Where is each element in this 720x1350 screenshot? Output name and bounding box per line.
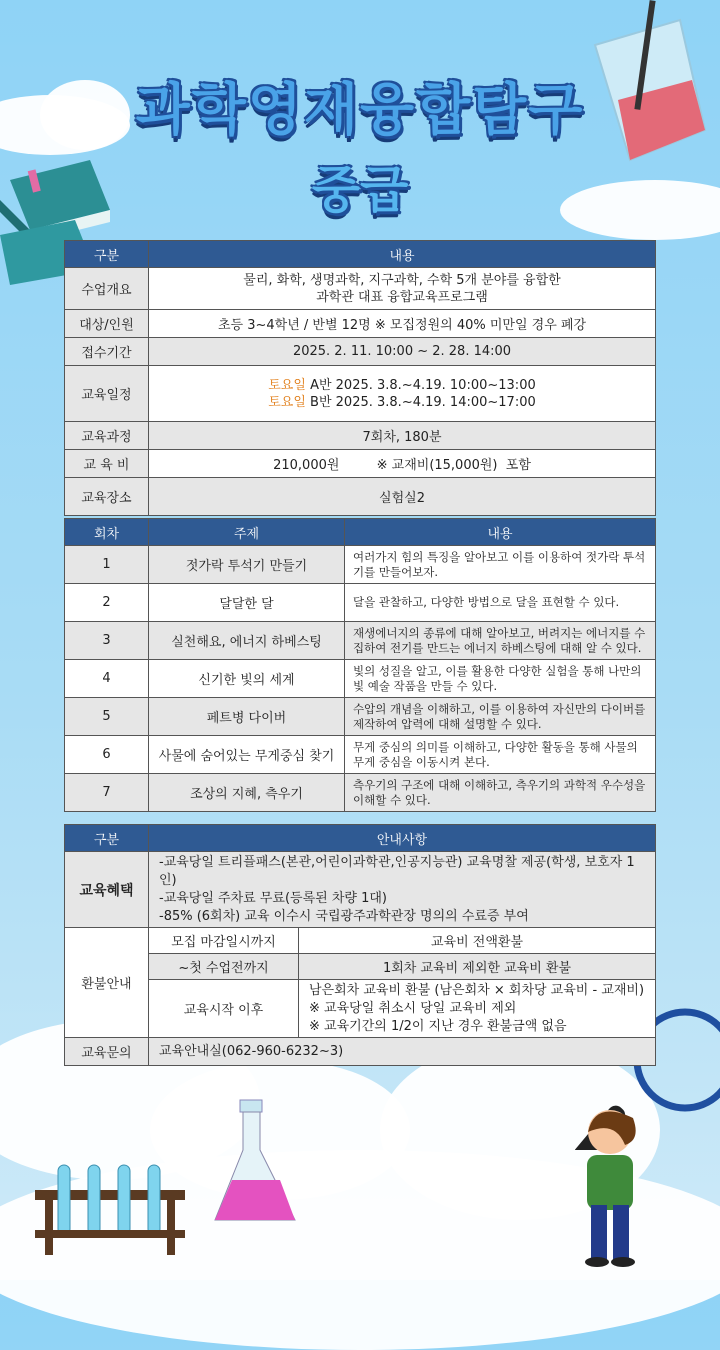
schedule-day: 토요일 [268,377,306,393]
session-topic: 사물에 숨어있는 무게중심 찾기 [149,736,345,774]
benefits-cell [149,852,656,928]
flask-icon [210,1095,300,1235]
schedule-day: 토요일 [268,394,306,410]
row-key: 교육장소 [65,478,149,516]
table-row [65,422,656,450]
table-header-row [65,241,656,268]
row-value: 7회차, 180분 [149,422,656,450]
value-line: 과학관 대표 융합교육프로그램 [316,289,488,305]
table-row [65,546,656,584]
header-cell: 구분 [65,825,149,852]
table-header-row [65,825,656,852]
session-desc: 측우기의 구조에 대해 이해하고, 측우기의 과학적 우수성을 이해할 수 있다. [345,774,656,812]
row-key: 교육문의 [65,1038,149,1066]
refund-when: 모집 마감일시까지 [149,928,299,954]
refund-line: ※ 교육기간의 1/2이 지난 경우 환불금액 없음 [309,1018,567,1034]
header-cell: 내용 [345,519,656,546]
session-topic: 젓가락 투석기 만들기 [149,546,345,584]
session-number: 5 [65,698,149,736]
table-row [65,852,656,928]
row-value [149,268,656,310]
session-desc: 달을 관찰하고, 다양한 방법으로 달을 표현할 수 있다. [345,584,656,622]
row-key: 수업개요 [65,268,149,310]
schedule-a: A반 2025. 3.8.~4.19. 10:00~13:00 [305,377,536,393]
child-character-icon [555,1100,665,1270]
row-value: 실험실2 [149,478,656,516]
session-desc: 재생에너지의 종류에 대해 알아보고, 버려지는 에너지를 수집하여 전기를 만드는 에너지 하베스팅에 대해 알 수 있다. [345,622,656,660]
table-row [65,584,656,622]
table-row [65,622,656,660]
table-row [65,478,656,516]
row-value [149,366,656,422]
test-tube-rack-icon [30,1160,190,1260]
value-line: 물리, 화학, 생명과학, 지구과학, 수학 5개 분야를 융합한 [243,272,561,288]
row-value: 210,000원 ※ 교재비(15,000원) 포함 [149,450,656,478]
session-desc: 여러가지 힘의 특징을 알아보고 이를 이용하여 젓가락 투석기를 만들어보자. [345,546,656,584]
refund-line: ※ 교육당일 취소시 당일 교육비 제외 [309,1000,517,1016]
session-topic: 페트병 다이버 [149,698,345,736]
row-key: 대상/인원 [65,310,149,338]
row-key: 교육일정 [65,366,149,422]
session-topic: 실천해요, 에너지 하베스팅 [149,622,345,660]
row-key: 접수기간 [65,338,149,366]
table-row [65,450,656,478]
session-number: 6 [65,736,149,774]
session-number: 1 [65,546,149,584]
row-key: 교육과정 [65,422,149,450]
session-number: 7 [65,774,149,812]
benefit-line: -교육당일 주차료 무료(등록된 차량 1대) [159,890,388,906]
table-row [65,660,656,698]
session-topic: 조상의 지혜, 측우기 [149,774,345,812]
page-subtitle: 중급 [311,161,409,219]
session-number: 4 [65,660,149,698]
schedule-b: B반 2025. 3.8.~4.19. 14:00~17:00 [305,394,536,410]
session-table [64,518,656,812]
refund-when: 교육시작 이후 [149,980,299,1038]
benefit-line: -85% (6회차) 교육 이수시 국립광주과학관장 명의의 수료증 부여 [159,908,529,924]
refund-line: 남은회차 교육비 환불 (남은회차 × 회차당 교육비 - 교재비) [309,982,645,998]
table-row [65,338,656,366]
header-cell: 구분 [65,241,149,268]
refund-what [299,980,656,1038]
page-title: 과학영재융합탐구 [135,78,585,143]
session-topic: 신기한 빛의 세계 [149,660,345,698]
table-row [65,928,656,954]
table-row [65,954,656,980]
row-key: 환불안내 [65,928,149,1038]
table-row [65,310,656,338]
table-row [65,366,656,422]
session-desc: 무게 중심의 의미를 이해하고, 다양한 활동을 통해 사물의 무게 중심을 이동시켜 본다. [345,736,656,774]
refund-what: 교육비 전액환불 [299,928,656,954]
header-cell: 내용 [149,241,656,268]
row-key: 교 육 비 [65,450,149,478]
table-row [65,268,656,310]
header-cell: 안내사항 [149,825,656,852]
table-row [65,774,656,812]
refund-when: ~첫 수업전까지 [149,954,299,980]
refund-what: 1회차 교육비 제외한 교육비 환불 [299,954,656,980]
header-cell: 주제 [149,519,345,546]
table-header-row [65,519,656,546]
benefit-line: -교육당일 트리플패스(본관,어린이과학관,인공지능관) 교육명찰 제공(학생, 보호자 1인) [159,854,635,888]
contact-value: 교육안내실(062-960-6232~3) [149,1038,656,1066]
session-topic: 달달한 달 [149,584,345,622]
table-row [65,1038,656,1066]
header-cell: 회차 [65,519,149,546]
table-row [65,736,656,774]
session-number: 2 [65,584,149,622]
row-key: 교육혜택 [65,852,149,928]
notice-table [64,824,656,1066]
course-info-table [64,240,656,516]
row-value: 초등 3~4학년 / 반별 12명 ※ 모집정원의 40% 미만일 경우 폐강 [149,310,656,338]
session-desc: 수압의 개념을 이해하고, 이를 이용하여 자신만의 다이버를 제작하여 압력에 대해 설명할 수 있다. [345,698,656,736]
session-number: 3 [65,622,149,660]
table-row [65,980,656,1038]
table-row [65,698,656,736]
session-desc: 빛의 성질을 알고, 이를 활용한 다양한 실험을 통해 나만의 빛 예술 작품을 만들 수 있다. [345,660,656,698]
row-value: 2025. 2. 11. 10:00 ~ 2. 28. 14:00 [149,338,656,366]
